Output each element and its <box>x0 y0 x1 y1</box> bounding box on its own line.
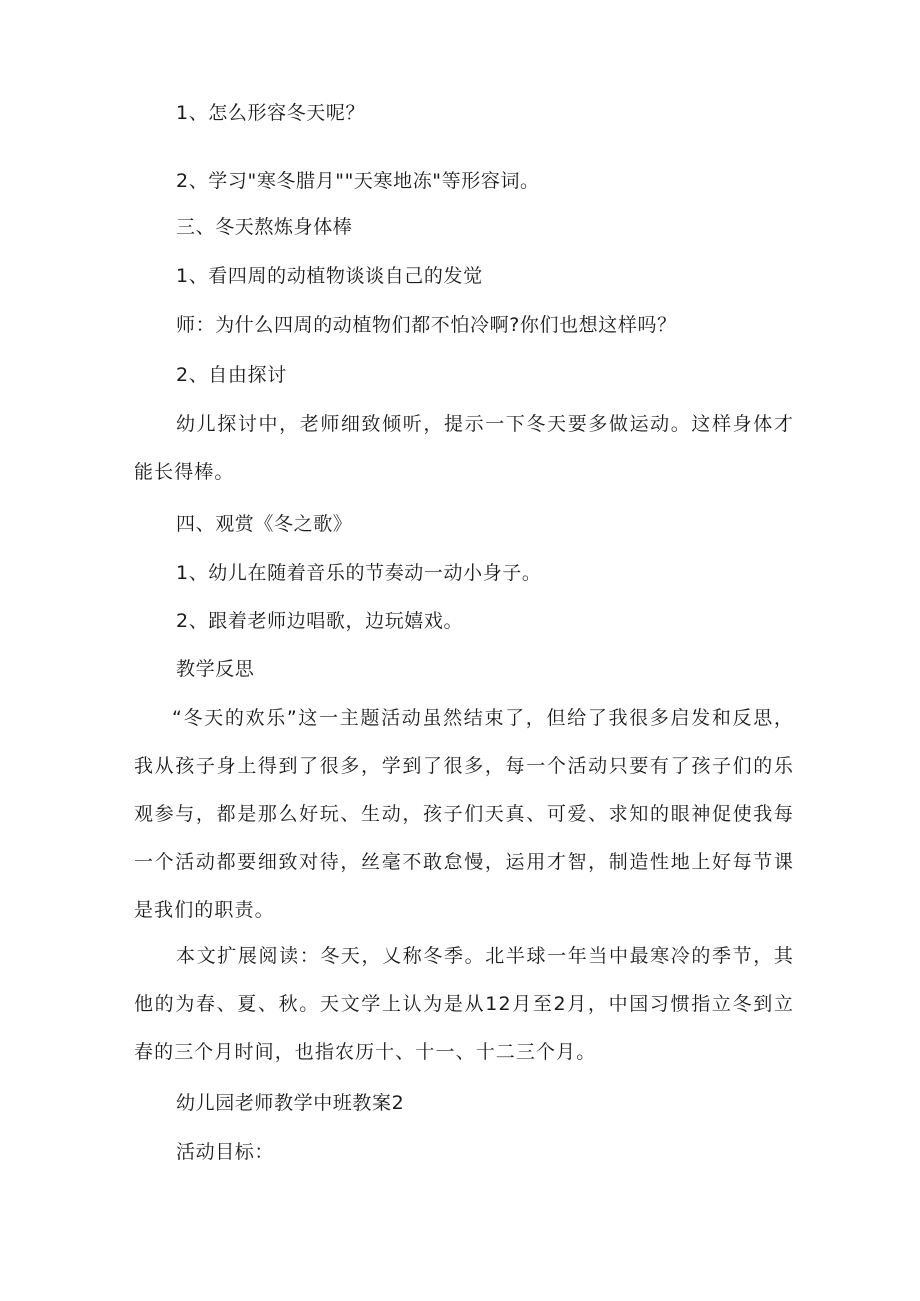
step-line: 1、幼儿在随着音乐的节奏动一动小身子。 <box>176 562 542 584</box>
step-line: 2、自由探讨 <box>176 364 287 386</box>
vocabulary-line: 2、学习"寒冬腊月""天寒地冻"等形容词。 <box>176 170 540 192</box>
discussion-paragraph: 幼儿探讨中，老师细致倾听，提示一下冬天要多做运动。这样身体才能长得棒。 <box>134 413 794 483</box>
extended-reading-paragraph: 本文扩展阅读：冬天，乂称冬季。北半球一年当中最寒冷的季节，其他的为春、夏、秋。天文学上认为是从12月至2月，中国习惯指立冬到立春的三个月时间，也指农历十、十一、十二三个月。 <box>134 945 794 1063</box>
reflection-heading: 教学反思 <box>176 658 255 680</box>
section-heading: 四、观赏《冬之歌》 <box>176 513 353 535</box>
teacher-question-line: 师：为什么四周的动植物们都不怕冷啊?你们也想这样吗？ <box>176 314 677 336</box>
lesson-plan-title: 幼儿园老师教学中班教案2 <box>176 1092 405 1114</box>
reflection-paragraph: “冬天的欢乐”这一主题活动虽然结束了，但给了我很多启发和反思，我从孩子身上得到了很多，学到了很多，每一个活动只要有了孩子们的乐观参与，都是那么好玩、生动，孩子们天真、可爱、求知的眼神促使我每一个活动都要细致对待，丝毫不敢怠慢，运用才智，制造性地上好每节课是我们的职责。 <box>134 707 794 921</box>
section-heading: 三、冬天熬炼身体棒 <box>176 216 353 238</box>
question-line: 1、怎么形容冬天呢？ <box>176 102 366 124</box>
activity-goals-heading: 活动目标： <box>176 1141 275 1163</box>
step-line: 1、看四周的动植物谈谈自己的发觉 <box>176 265 483 287</box>
step-line: 2、跟着老师边唱歌，边玩嬉戏。 <box>176 610 464 632</box>
